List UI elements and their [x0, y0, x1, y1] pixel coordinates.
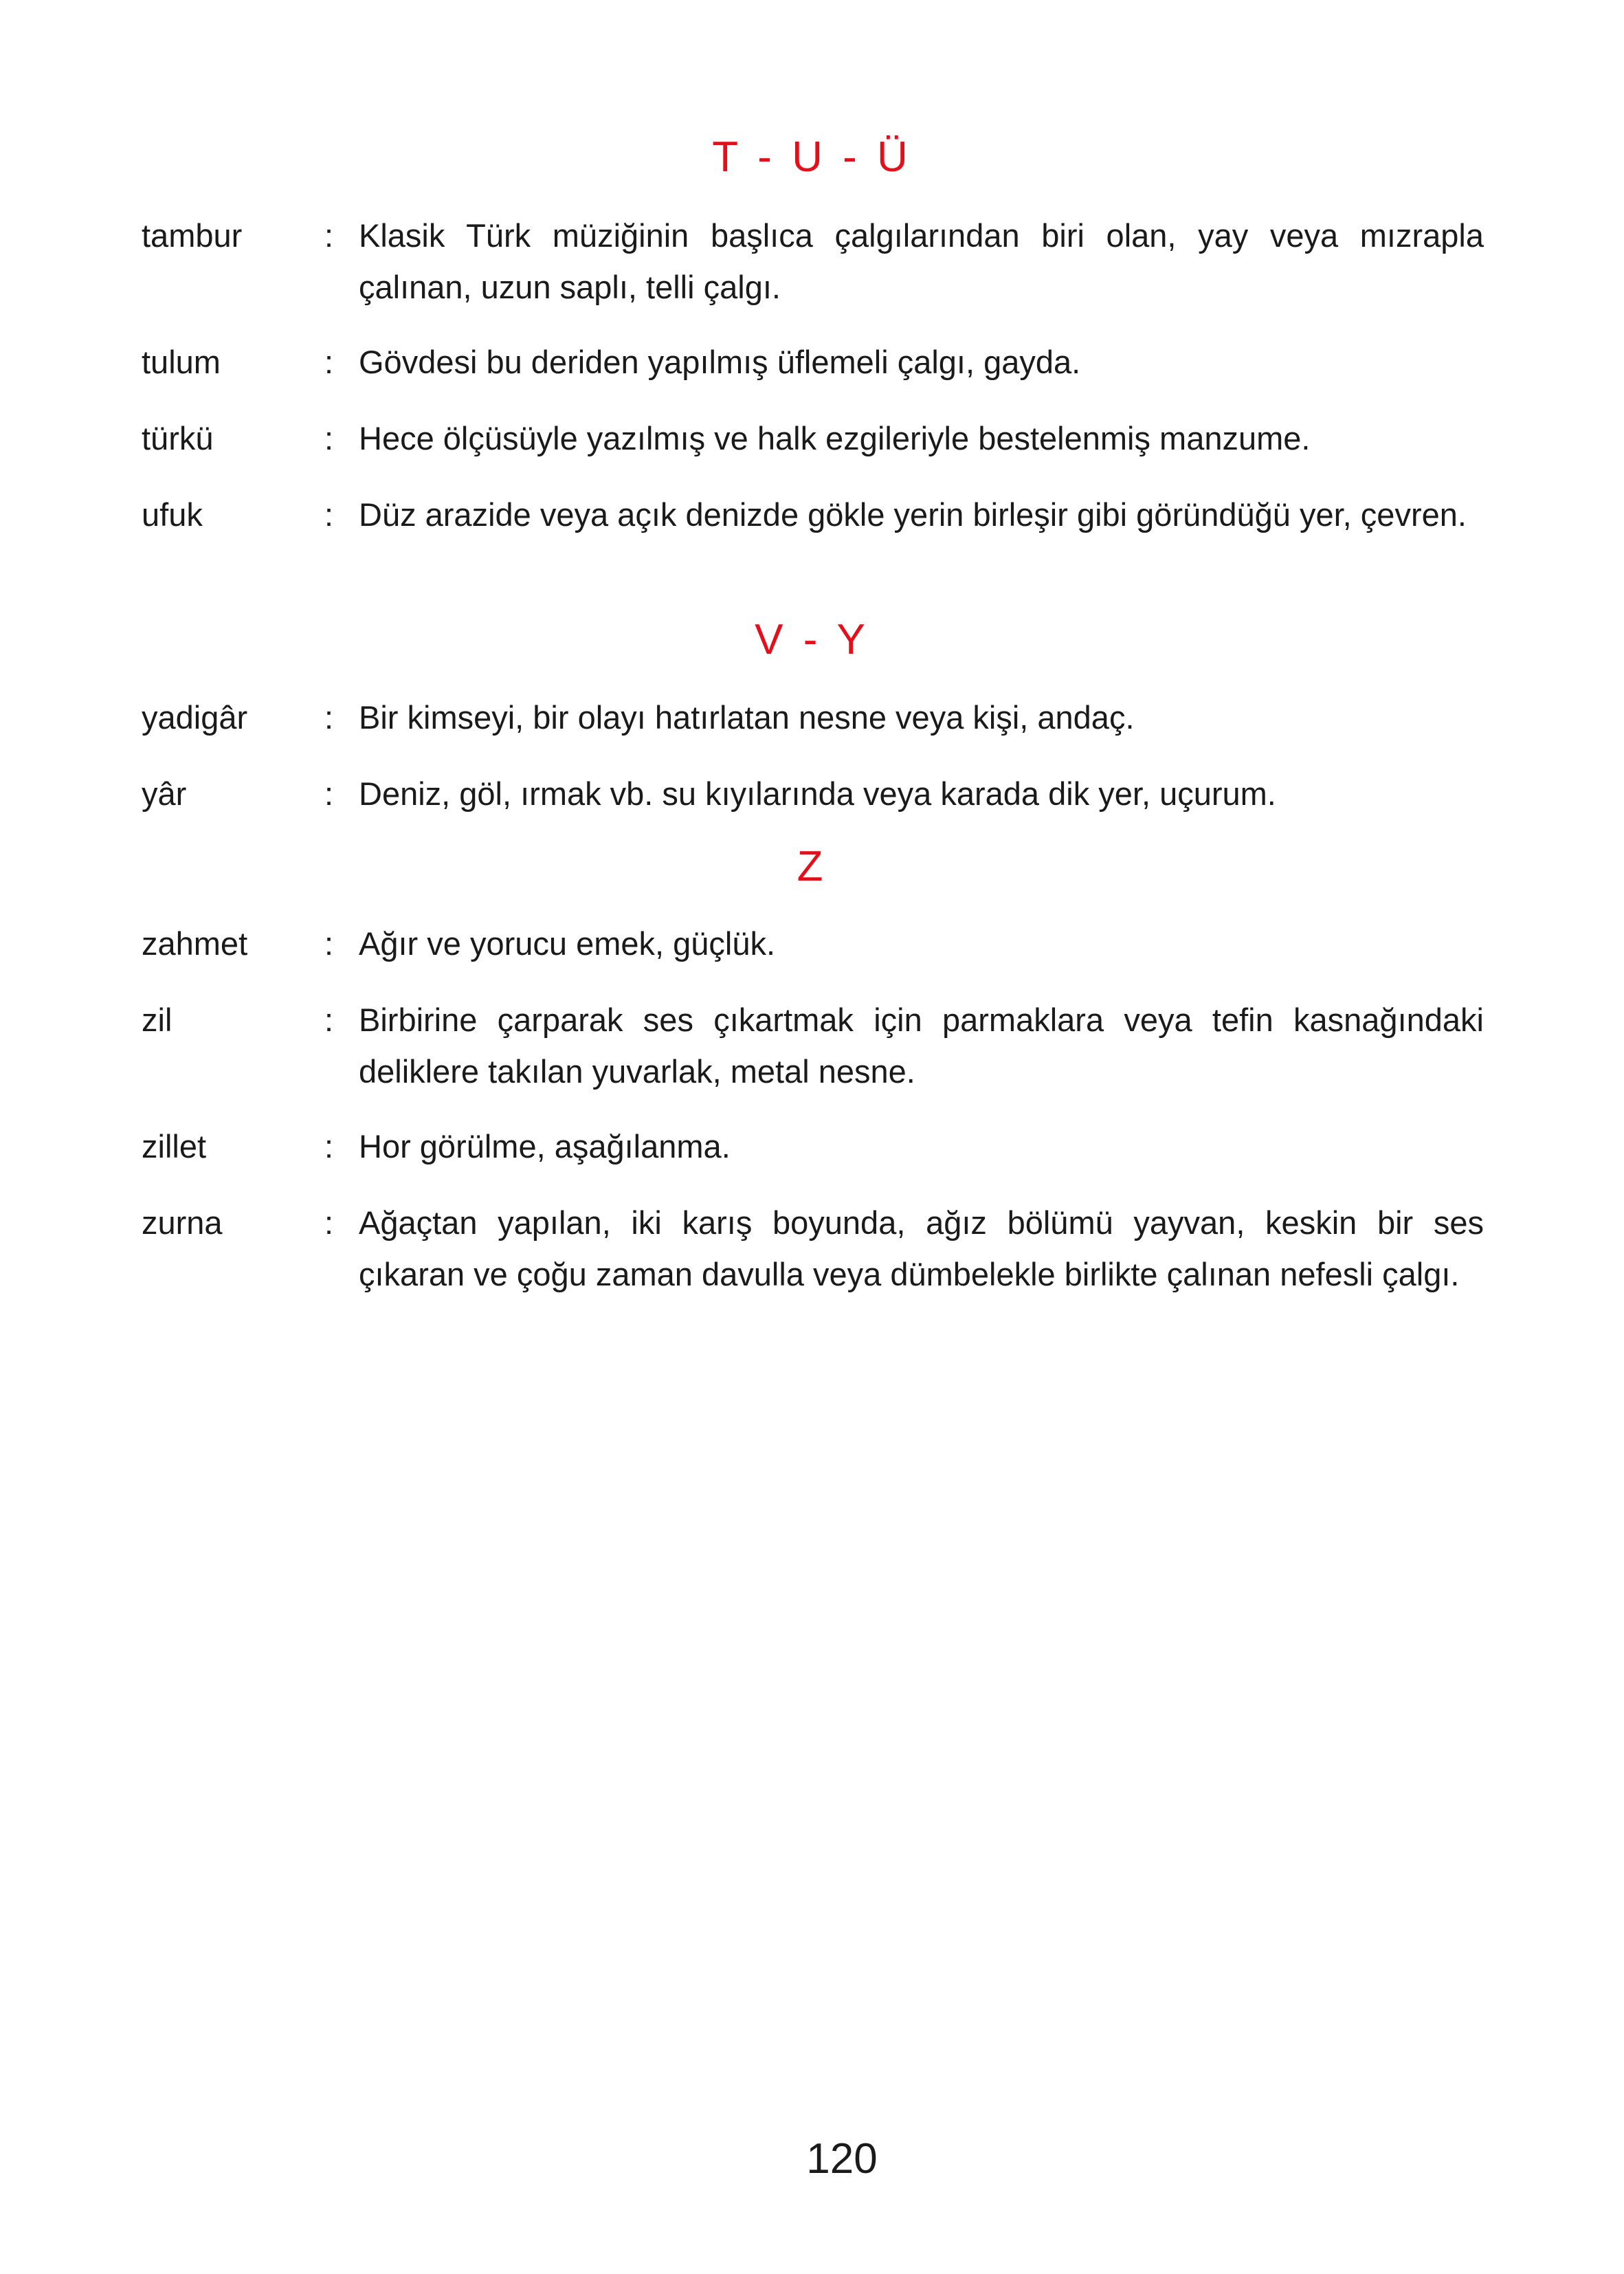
colon: : — [324, 1204, 334, 1241]
definition: Deniz, göl, ırmak vb. su kıyılarında veya karada dik yer, uçurum. — [359, 775, 1276, 812]
headword: tambur — [142, 217, 243, 254]
page-number: 120 — [806, 2135, 878, 2183]
entry-zurna — [142, 1197, 1484, 1300]
entry-tambur — [142, 210, 1484, 313]
headword: zurna — [142, 1204, 223, 1241]
definition: Birbirine çarparak ses çıkartmak için parmaklara veya tefin kasnağındaki deliklere takılan yuvarlak, metal nesne. — [359, 1002, 1484, 1090]
colon: : — [324, 699, 334, 736]
headword: ufuk — [142, 496, 203, 533]
colon: : — [324, 420, 334, 456]
definition: Hece ölçüsüyle yazılmış ve halk ezgileriyle bestelenmiş manzume. — [359, 420, 1311, 456]
entry-tulum — [142, 336, 1484, 388]
definition: Ağaçtan yapılan, iki karış boyunda, ağız bölümü yayvan, keskin bir ses çıkaran ve çoğu zaman davulla veya dümbelekle birlikte çalınan nefesli çalgı. — [359, 1204, 1484, 1292]
headword: tulum — [142, 344, 221, 380]
definition: Düz arazide veya açık denizde gökle yerin birleşir gibi göründüğü yer, çevren. — [359, 496, 1467, 533]
headword: zillet — [142, 1128, 207, 1164]
colon: : — [324, 496, 334, 533]
definition: Bir kimseyi, bir olayı hatırlatan nesne veya kişi, andaç. — [359, 699, 1135, 736]
entry-ufuk — [142, 489, 1484, 540]
colon: : — [324, 925, 334, 962]
definition: Ağır ve yorucu emek, güçlük. — [359, 925, 776, 962]
colon: : — [324, 775, 334, 812]
headword: türkü — [142, 420, 214, 456]
colon: : — [324, 1128, 334, 1164]
entry-zillet — [142, 1121, 1484, 1172]
entry-turku — [142, 412, 1484, 464]
definition: Gövdesi bu deriden yapılmış üflemeli çalgı, gayda. — [359, 344, 1081, 380]
section-heading-t-u-u: T - U - Ü — [712, 133, 912, 181]
headword: zil — [142, 1002, 173, 1038]
section-heading-z: Z — [797, 843, 827, 890]
section-heading-v-y: V - Y — [755, 616, 869, 663]
colon: : — [324, 1002, 334, 1038]
headword: yâr — [142, 775, 187, 812]
entry-yar — [142, 768, 1484, 819]
headword: zahmet — [142, 925, 248, 962]
definition: Klasik Türk müziğinin başlıca çalgılarından biri olan, yay veya mızrapla çalınan, uzun saplı, telli çalgı. — [359, 217, 1484, 305]
definition: Hor görülme, aşağılanma. — [359, 1128, 731, 1164]
colon: : — [324, 217, 334, 254]
entry-zil — [142, 994, 1484, 1097]
colon: : — [324, 344, 334, 380]
headword: yadigâr — [142, 699, 248, 736]
entry-yadigar — [142, 692, 1484, 743]
entry-zahmet — [142, 918, 1484, 969]
